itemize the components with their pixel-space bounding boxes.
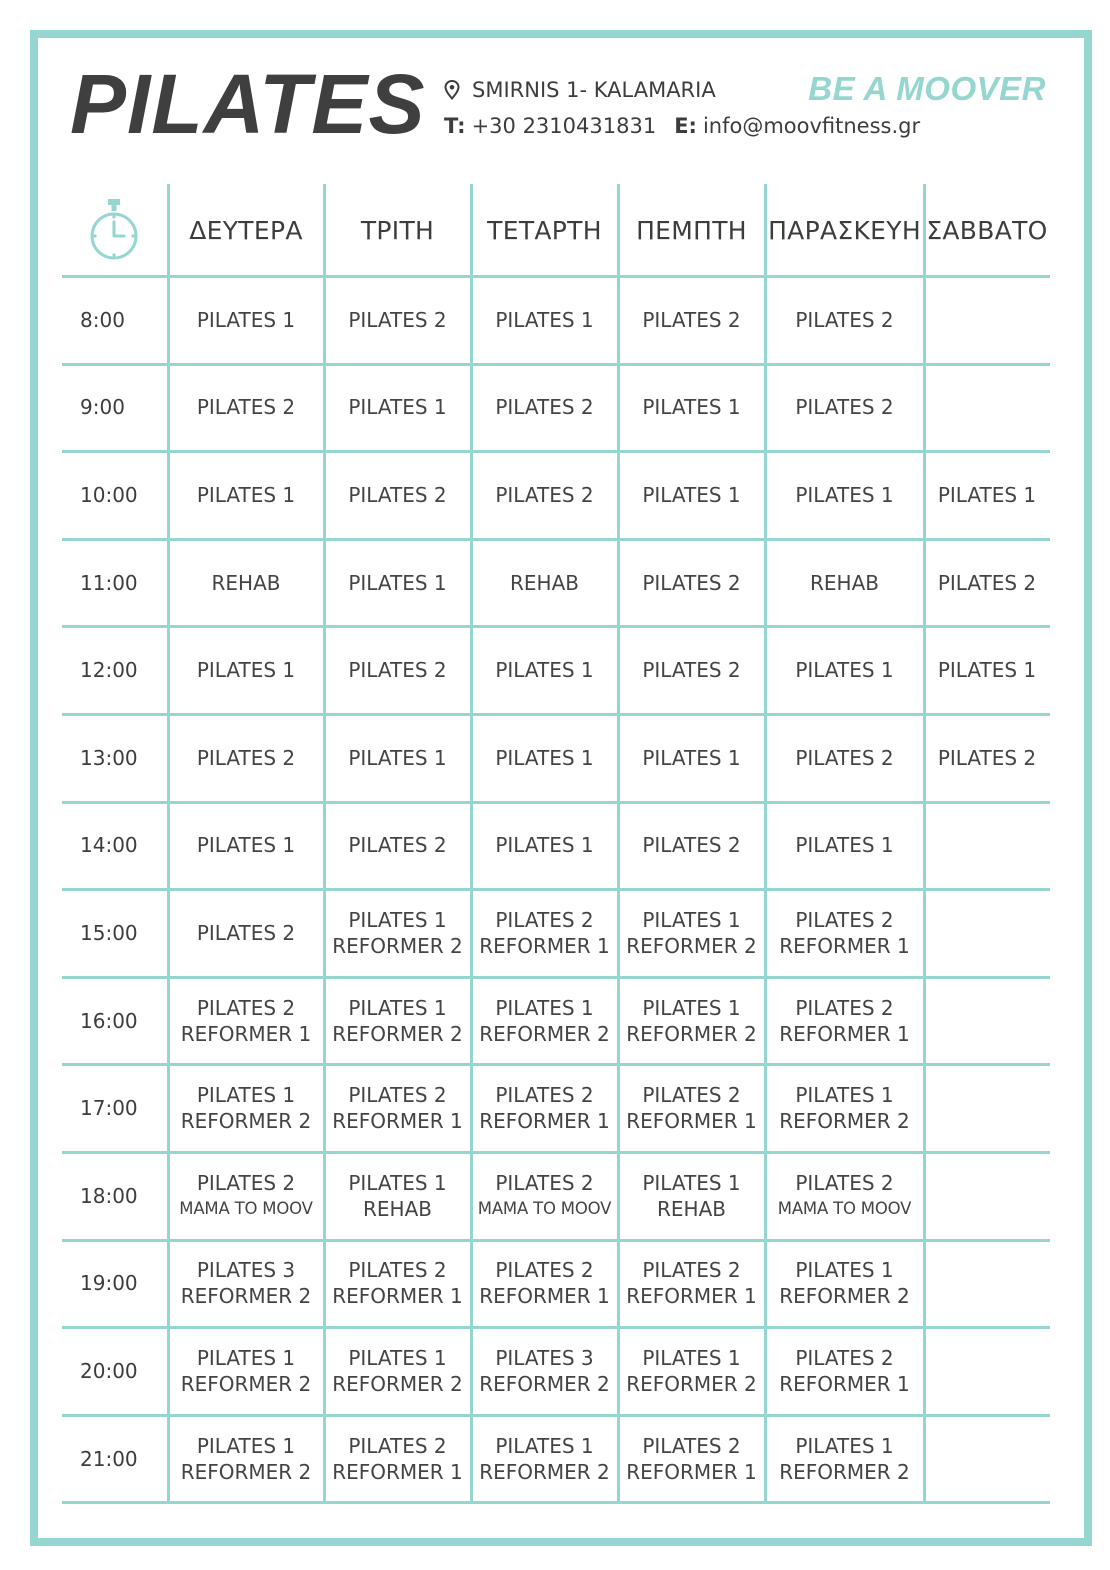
class-cell — [324, 1327, 471, 1415]
class-subtitle: REFORMER 2 — [626, 1371, 757, 1396]
class-cell — [924, 889, 1050, 977]
class-name: PILATES 2 — [642, 570, 741, 595]
class-cell — [471, 714, 618, 802]
time-slot-label: 8:00 — [80, 307, 125, 332]
class-cell — [765, 276, 924, 364]
class-name: PILATES 1 — [196, 307, 296, 332]
class-name: PILATES 2 — [937, 570, 1037, 595]
time-slot-label: 16:00 — [80, 1008, 138, 1033]
class-name: PILATES 1 — [795, 1083, 894, 1108]
class-cell — [924, 626, 1050, 714]
class-name: PILATES 1 — [495, 745, 594, 770]
class-name: PILATES 2 — [348, 833, 447, 858]
time-slot-label: 14:00 — [80, 833, 138, 858]
class-name: PILATES 1 — [348, 745, 447, 770]
time-slot-label: 19:00 — [80, 1271, 138, 1296]
class-name: PILATES 1 — [348, 570, 447, 595]
day-header: ΠΑΡΑΣΚΕΥΗ — [768, 215, 921, 245]
class-cell — [924, 1152, 1050, 1240]
class-name: PILATES 1 — [495, 658, 594, 683]
class-cell — [618, 626, 765, 714]
class-cell — [618, 451, 765, 539]
class-cell — [471, 276, 618, 364]
time-slot-label: 15:00 — [80, 920, 138, 945]
class-name: PILATES 2 — [642, 833, 741, 858]
class-cell — [618, 1240, 765, 1328]
class-name: PILATES 2 — [495, 1083, 594, 1108]
class-name: PILATES 2 — [495, 907, 594, 932]
class-name: PILATES 1 — [795, 833, 894, 858]
class-name: PILATES 1 — [642, 1170, 741, 1195]
class-name: PILATES 1 — [348, 1170, 447, 1195]
class-subtitle: REFORMER 2 — [180, 1459, 312, 1484]
class-cell — [924, 539, 1050, 627]
class-name: PILATES 2 — [348, 1083, 447, 1108]
class-name: PILATES 2 — [495, 1258, 594, 1283]
class-name: PILATES 1 — [937, 482, 1037, 507]
class-name: PILATES 1 — [795, 482, 894, 507]
class-subtitle: REFORMER 1 — [479, 1109, 610, 1134]
class-name: PILATES 1 — [196, 482, 296, 507]
class-cell — [168, 364, 324, 452]
class-cell — [618, 539, 765, 627]
class-name: PILATES 1 — [348, 995, 447, 1020]
class-subtitle: REFORMER 1 — [779, 933, 910, 958]
class-cell — [618, 1415, 765, 1503]
class-subtitle: REFORMER 2 — [779, 1459, 910, 1484]
class-name: PILATES 1 — [495, 833, 594, 858]
class-cell — [618, 1152, 765, 1240]
location-pin-icon — [444, 80, 460, 100]
class-cell — [471, 802, 618, 890]
class-subtitle: REFORMER 2 — [626, 933, 757, 958]
time-slot-label: 11:00 — [80, 570, 138, 595]
class-cell — [471, 364, 618, 452]
class-name: PILATES 2 — [196, 395, 296, 420]
email-address[interactable]: info@moovfitness.gr — [702, 113, 921, 138]
class-cell — [324, 1152, 471, 1240]
stopwatch-icon — [86, 198, 142, 262]
class-cell — [168, 889, 324, 977]
class-name: PILATES 2 — [196, 1170, 296, 1195]
class-name: PILATES 2 — [348, 1258, 447, 1283]
class-name: PILATES 3 — [495, 1345, 594, 1370]
class-subtitle: REFORMER 2 — [479, 1371, 610, 1396]
class-cell — [765, 364, 924, 452]
class-cell — [324, 977, 471, 1065]
class-cell — [471, 1152, 618, 1240]
class-cell — [471, 1240, 618, 1328]
class-subtitle: REFORMER 2 — [332, 1021, 463, 1046]
class-cell — [765, 1240, 924, 1328]
class-name: PILATES 2 — [196, 920, 296, 945]
class-name: PILATES 3 — [196, 1258, 296, 1283]
class-cell — [471, 451, 618, 539]
class-cell — [924, 1327, 1050, 1415]
class-cell — [765, 539, 924, 627]
class-name: PILATES 1 — [642, 995, 741, 1020]
time-slot-label: 17:00 — [80, 1096, 138, 1121]
class-subtitle: REFORMER 1 — [626, 1459, 757, 1484]
class-subtitle: REFORMER 2 — [479, 1459, 610, 1484]
class-name: PILATES 1 — [642, 907, 741, 932]
email-label: E: — [674, 113, 697, 138]
class-name: REHAB — [510, 570, 579, 595]
class-cell — [168, 1240, 324, 1328]
class-name: PILATES 2 — [495, 1170, 594, 1195]
class-cell — [324, 626, 471, 714]
day-header: ΣΑΒΒΑΤΟ — [926, 215, 1048, 245]
class-cell — [471, 626, 618, 714]
page-title: PILATES — [70, 57, 426, 151]
time-slot-label: 20:00 — [80, 1358, 138, 1383]
class-cell — [324, 889, 471, 977]
address-text: SMIRNIS 1- KALAMARIA — [472, 77, 716, 102]
time-slot-label: 21:00 — [80, 1446, 138, 1471]
phone-number[interactable]: +30 2310431831 — [471, 113, 657, 138]
class-subtitle: REFORMER 1 — [332, 1459, 463, 1484]
class-cell — [471, 1327, 618, 1415]
class-cell — [168, 1415, 324, 1503]
class-cell — [924, 802, 1050, 890]
class-subtitle: REFORMER 2 — [779, 1284, 910, 1309]
class-cell — [924, 451, 1050, 539]
class-cell — [765, 889, 924, 977]
class-cell — [471, 889, 618, 977]
class-subtitle: REFORMER 1 — [479, 933, 610, 958]
class-cell — [618, 889, 765, 977]
class-cell — [765, 626, 924, 714]
class-name: PILATES 2 — [642, 1258, 741, 1283]
class-name: PILATES 1 — [795, 1433, 894, 1458]
class-cell — [168, 539, 324, 627]
class-name: PILATES 2 — [795, 995, 894, 1020]
class-name: PILATES 2 — [795, 395, 894, 420]
phone-email-line — [444, 112, 920, 140]
class-subtitle: REFORMER 2 — [332, 933, 463, 958]
time-slot-label: 18:00 — [80, 1183, 138, 1208]
class-cell — [765, 802, 924, 890]
class-cell — [168, 714, 324, 802]
class-name: PILATES 1 — [495, 1433, 594, 1458]
class-cell — [168, 276, 324, 364]
class-name: REHAB — [810, 570, 879, 595]
class-name: PILATES 1 — [348, 907, 447, 932]
class-subtitle: REFORMER 1 — [332, 1284, 463, 1309]
class-name: PILATES 1 — [196, 658, 296, 683]
class-cell — [471, 1064, 618, 1152]
class-cell — [765, 1327, 924, 1415]
time-slot-label: 12:00 — [80, 658, 138, 683]
class-cell — [618, 276, 765, 364]
class-subtitle: REFORMER 1 — [332, 1109, 463, 1134]
class-name: PILATES 2 — [795, 745, 894, 770]
class-name: PILATES 2 — [937, 745, 1037, 770]
class-subtitle: REFORMER 1 — [626, 1109, 757, 1134]
class-name: PILATES 1 — [795, 1258, 894, 1283]
class-cell — [765, 451, 924, 539]
day-header: ΔΕΥΤΕΡΑ — [189, 215, 303, 245]
class-subtitle: MAMA TO MOOV — [179, 1198, 313, 1218]
class-name: PILATES 2 — [495, 482, 594, 507]
class-subtitle: REFORMER 1 — [779, 1371, 910, 1396]
class-subtitle: REFORMER 2 — [180, 1109, 312, 1134]
class-name: PILATES 1 — [348, 395, 447, 420]
class-name: PILATES 2 — [348, 482, 447, 507]
class-cell — [168, 451, 324, 539]
class-subtitle: REFORMER 2 — [626, 1021, 757, 1046]
class-name: PILATES 1 — [348, 1345, 447, 1370]
class-cell — [924, 1415, 1050, 1503]
class-cell — [168, 1152, 324, 1240]
class-name: PILATES 2 — [795, 1170, 894, 1195]
class-name: REHAB — [211, 570, 281, 595]
class-cell — [324, 539, 471, 627]
class-cell — [924, 714, 1050, 802]
class-name: PILATES 2 — [795, 307, 894, 332]
class-cell — [924, 1240, 1050, 1328]
class-name: PILATES 1 — [196, 1433, 296, 1458]
time-slot-label: 9:00 — [80, 395, 125, 420]
class-name: PILATES 2 — [196, 745, 296, 770]
class-cell — [324, 714, 471, 802]
class-cell — [618, 1327, 765, 1415]
time-slot-label: 10:00 — [80, 482, 138, 507]
class-cell — [471, 977, 618, 1065]
class-cell — [765, 977, 924, 1065]
class-subtitle: REFORMER 1 — [626, 1284, 757, 1309]
class-cell — [324, 364, 471, 452]
class-subtitle: MAMA TO MOOV — [477, 1198, 612, 1218]
class-name: PILATES 2 — [642, 1083, 741, 1108]
class-name: PILATES 2 — [642, 307, 741, 332]
phone-label: T: — [444, 113, 466, 138]
class-cell — [168, 626, 324, 714]
class-name: PILATES 1 — [642, 482, 741, 507]
class-cell — [924, 364, 1050, 452]
day-header: ΤΡΙΤΗ — [360, 215, 435, 245]
time-slot-label: 13:00 — [80, 745, 138, 770]
class-subtitle: REFORMER 2 — [332, 1371, 463, 1396]
class-name: PILATES 1 — [937, 658, 1037, 683]
class-cell — [168, 802, 324, 890]
class-name: PILATES 1 — [642, 395, 741, 420]
schedule-table — [62, 184, 1050, 1502]
class-cell — [324, 1415, 471, 1503]
class-subtitle: REFORMER 1 — [479, 1284, 610, 1309]
class-name: PILATES 2 — [348, 1433, 447, 1458]
class-name: PILATES 2 — [642, 1433, 741, 1458]
class-cell — [924, 1064, 1050, 1152]
class-name: PILATES 2 — [196, 995, 296, 1020]
class-subtitle: REHAB — [363, 1196, 432, 1221]
class-name: PILATES 1 — [795, 658, 894, 683]
class-cell — [324, 802, 471, 890]
class-subtitle: REFORMER 2 — [779, 1109, 910, 1134]
class-name: PILATES 2 — [642, 658, 741, 683]
class-cell — [168, 1064, 324, 1152]
class-cell — [471, 1415, 618, 1503]
class-subtitle: MAMA TO MOOV — [777, 1198, 912, 1218]
class-cell — [618, 364, 765, 452]
class-name: PILATES 2 — [495, 395, 594, 420]
class-cell — [324, 1240, 471, 1328]
class-name: PILATES 2 — [795, 1345, 894, 1370]
class-name: PILATES 1 — [642, 1345, 741, 1370]
day-header: ΠΕΜΠΤΗ — [636, 215, 747, 245]
class-cell — [471, 539, 618, 627]
class-name: PILATES 2 — [795, 907, 894, 932]
class-cell — [324, 451, 471, 539]
class-cell — [324, 1064, 471, 1152]
class-name: PILATES 1 — [642, 745, 741, 770]
class-cell — [765, 714, 924, 802]
class-name: PILATES 1 — [495, 307, 594, 332]
class-subtitle: REFORMER 1 — [779, 1021, 910, 1046]
class-cell — [168, 1327, 324, 1415]
class-cell — [924, 977, 1050, 1065]
class-cell — [168, 977, 324, 1065]
class-subtitle: REHAB — [657, 1196, 726, 1221]
class-name: PILATES 1 — [196, 1345, 296, 1370]
class-name: PILATES 1 — [196, 1083, 296, 1108]
class-name: PILATES 2 — [348, 658, 447, 683]
class-cell — [618, 802, 765, 890]
class-cell — [924, 276, 1050, 364]
class-subtitle: REFORMER 1 — [180, 1021, 312, 1046]
class-subtitle: REFORMER 2 — [479, 1021, 610, 1046]
class-cell — [765, 1415, 924, 1503]
class-name: PILATES 1 — [196, 833, 296, 858]
class-name: PILATES 2 — [348, 307, 447, 332]
class-subtitle: REFORMER 2 — [180, 1371, 312, 1396]
day-header: ΤΕΤΑΡΤΗ — [487, 215, 602, 245]
class-cell — [765, 1064, 924, 1152]
class-cell — [765, 1152, 924, 1240]
class-name: PILATES 1 — [495, 995, 594, 1020]
class-cell — [618, 714, 765, 802]
slogan: BE A MOOVER — [808, 70, 1046, 107]
class-cell — [618, 977, 765, 1065]
class-cell — [324, 276, 471, 364]
class-subtitle: REFORMER 2 — [180, 1284, 312, 1309]
class-cell — [618, 1064, 765, 1152]
